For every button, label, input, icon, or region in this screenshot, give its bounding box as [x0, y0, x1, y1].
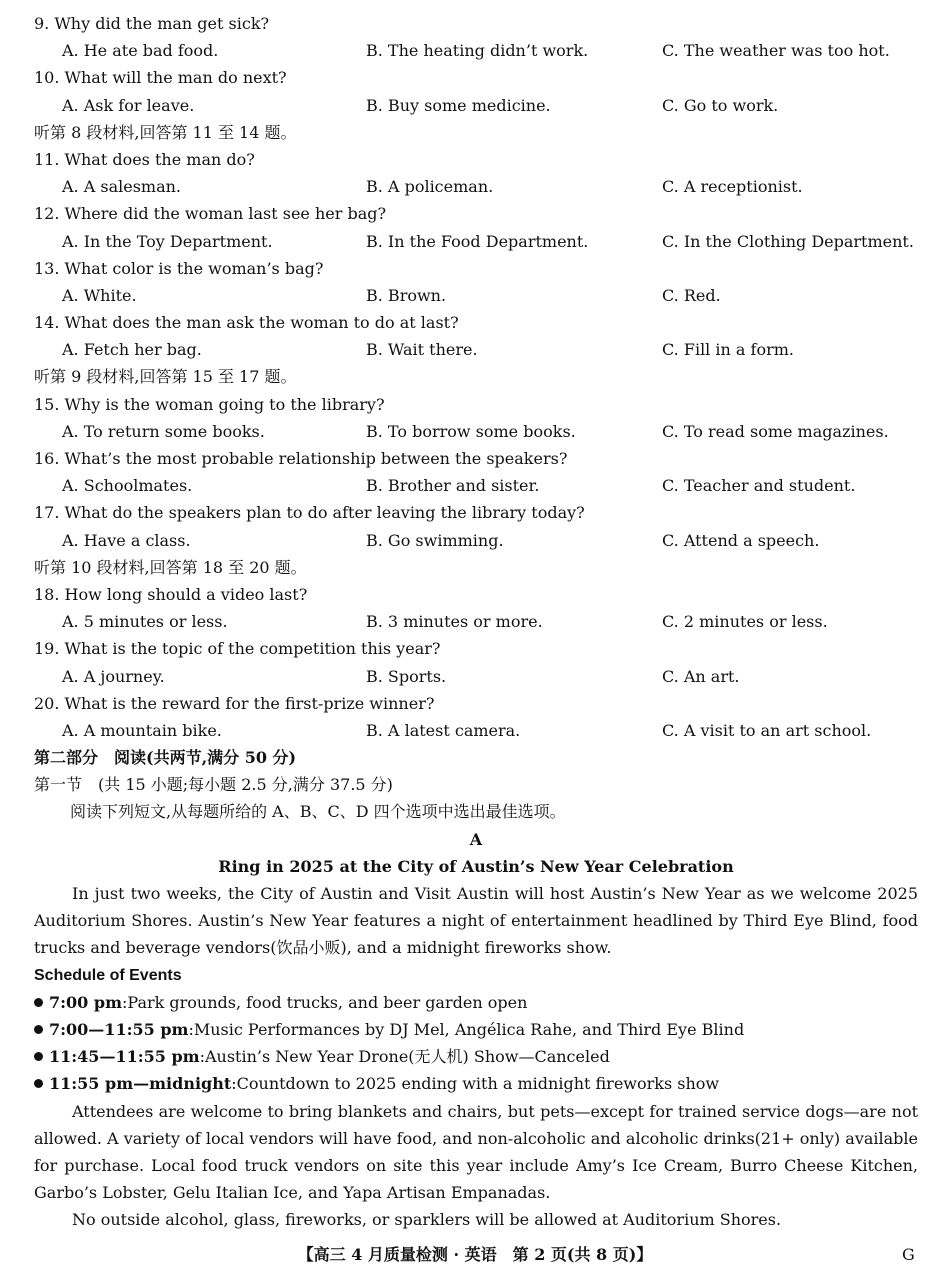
reading-instruction: 阅读下列短文,从每题所给的 A、B、C、D 四个选项中选出最佳选项。 [70, 802, 566, 822]
intro-line: Auditorium Shores. Austin’s New Year features a night of entertainment headlined by Third Eye Blind, food [34, 911, 918, 931]
schedule-time: 11:55 pm—midnight [49, 1074, 232, 1094]
passage-title: Ring in 2025 at the City of Austin’s New Year Celebration [218, 856, 734, 876]
option-a: A. Have a class. [62, 530, 191, 550]
question-14-options [34, 336, 918, 363]
question-16-options [34, 472, 918, 499]
option-a: A. White. [62, 285, 137, 305]
schedule-desc: Countdown to 2025 ending with a midnight fireworks show [236, 1074, 720, 1094]
option-a: A. Ask for leave. [62, 95, 195, 115]
paragraph-line: No outside alcohol, glass, fireworks, or sparklers will be allowed at Auditorium Shores. [72, 1210, 782, 1230]
option-c: C. A visit to an art school. [662, 720, 872, 740]
question-20-options [34, 717, 918, 744]
option-c: C. Fill in a form. [662, 340, 794, 360]
section-8-instruction: 听第 8 段材料,回答第 11 至 14 题。 [34, 122, 297, 142]
question-18-options [34, 608, 918, 635]
schedule-time: 11:45—11:55 pm [49, 1047, 200, 1067]
question-20: 20. What is the reward for the first-prize winner? [34, 693, 435, 713]
schedule-item: 7:00—11:55 pm:Music Performances by DJ Mel, Angélica Rahe, and Third Eye Blind [34, 1016, 918, 1043]
bullet-icon [34, 998, 43, 1007]
option-c: C. The weather was too hot. [662, 41, 890, 61]
question-11-options [34, 173, 918, 200]
question-9: 9. Why did the man get sick? [34, 14, 270, 33]
intro-paragraph [34, 880, 918, 962]
question-17-options [34, 527, 918, 554]
schedule-item: 11:55 pm—midnight:Countdown to 2025 ending with a midnight fireworks show [34, 1070, 918, 1097]
question-11: 11. What does the man do? [34, 149, 255, 169]
option-c: C. A receptionist. [662, 177, 803, 197]
attendees-paragraph [34, 1098, 918, 1207]
option-a: A. To return some books. [62, 421, 265, 441]
question-9-options [34, 37, 918, 64]
exam-page [34, 10, 918, 1233]
option-a: A. Fetch her bag. [62, 340, 202, 360]
option-a: A. A mountain bike. [62, 720, 222, 740]
question-13: 13. What color is the woman’s bag? [34, 258, 324, 278]
option-b: B. A latest camera. [366, 720, 521, 740]
option-b: B. Sports. [366, 666, 447, 686]
option-b: B. Brother and sister. [366, 476, 540, 496]
schedule-item: 7:00 pm:Park grounds, food trucks, and beer garden open [34, 989, 918, 1016]
question-16: 16. What’s the most probable relationship between the speakers? [34, 449, 568, 468]
paragraph-line: Attendees are welcome to bring blankets and chairs, but pets—except for trained service dogs—are not [72, 1101, 918, 1121]
schedule-desc: Music Performances by DJ Mel, Angélica Rahe, and Third Eye Blind [193, 1019, 745, 1039]
part-two-title: 第二部分 阅读(共两节,满分 50 分) [34, 748, 297, 768]
option-b: B. To borrow some books. [366, 421, 576, 441]
question-12-options [34, 228, 918, 255]
option-c: C. 2 minutes or less. [662, 612, 828, 632]
option-a: A. A salesman. [62, 177, 182, 197]
page-footer [0, 1243, 950, 1267]
option-a: A. In the Toy Department. [62, 231, 273, 251]
option-c: C. Attend a speech. [662, 530, 820, 550]
schedule-time: 7:00—11:55 pm [49, 1019, 189, 1039]
option-a: A. 5 minutes or less. [62, 612, 228, 632]
schedule-desc: Park grounds, food trucks, and beer garden open [127, 992, 528, 1012]
option-b: B. Go swimming. [366, 530, 504, 550]
intro-line: In just two weeks, the City of Austin and Visit Austin will host Austin’s New Year as we welcome 2025 [72, 884, 918, 903]
paper-code: G [902, 1245, 915, 1264]
question-10-options [34, 92, 918, 119]
option-c: C. Red. [662, 285, 721, 305]
question-18: 18. How long should a video last? [34, 584, 308, 604]
question-14: 14. What does the man ask the woman to do at last? [34, 313, 459, 333]
option-b: B. Wait there. [366, 340, 478, 360]
option-b: B. A policeman. [366, 177, 494, 197]
rules-paragraph [34, 1206, 918, 1233]
intro-line: trucks and beverage vendors(饮品小贩), and a midnight fireworks show. [34, 938, 612, 958]
option-b: B. The heating didn’t work. [366, 41, 589, 61]
paragraph-line: Garbo’s Lobster, Gelu Italian Ice, and Yapa Artisan Empanadas. [34, 1183, 551, 1203]
question-19-options [34, 663, 918, 690]
schedule-heading: Schedule of Events [34, 966, 182, 984]
question-10: 10. What will the man do next? [34, 68, 287, 88]
schedule-item: 11:45—11:55 pm:Austin’s New Year Drone(无人机) Show—Canceled [34, 1043, 918, 1070]
question-15: 15. Why is the woman going to the library? [34, 394, 385, 414]
schedule-time: 7:00 pm [49, 992, 122, 1012]
option-a: A. Schoolmates. [62, 476, 193, 496]
option-b: B. 3 minutes or more. [366, 612, 543, 632]
schedule-desc: Austin’s New Year Drone(无人机) Show—Canceled [204, 1047, 610, 1067]
section-9-instruction: 听第 9 段材料,回答第 15 至 17 题。 [34, 367, 297, 387]
option-c: C. Go to work. [662, 95, 779, 115]
option-c: C. To read some magazines. [662, 421, 889, 441]
paragraph-line: for purchase. Local food truck vendors on site this year include Amy’s Ice Cream, Burro Cheese Kitchen, [34, 1155, 918, 1175]
question-19: 19. What is the topic of the competition this year? [34, 639, 441, 659]
option-b: B. In the Food Department. [366, 231, 589, 251]
question-17: 17. What do the speakers plan to do after leaving the library today? [34, 503, 585, 523]
question-12: 12. Where did the woman last see her bag? [34, 204, 387, 224]
option-b: B. Buy some medicine. [366, 95, 551, 115]
option-a: A. A journey. [62, 666, 165, 686]
option-c: C. In the Clothing Department. [662, 231, 914, 251]
section-one-title: 第一节 (共 15 小题;每小题 2.5 分,满分 37.5 分) [34, 775, 393, 795]
paragraph-line: allowed. A variety of local vendors will have food, and non-alcoholic and alcoholic drinks(21+ only) available [34, 1128, 918, 1148]
bullet-icon [34, 1025, 43, 1034]
option-c: C. An art. [662, 666, 740, 686]
option-b: B. Brown. [366, 285, 447, 305]
question-13-options [34, 282, 918, 309]
section-10-instruction: 听第 10 段材料,回答第 18 至 20 题。 [34, 557, 307, 577]
passage-letter: A [469, 829, 483, 849]
option-a: A. He ate bad food. [62, 41, 219, 61]
bullet-icon [34, 1079, 43, 1088]
footer-text: 【高三 4 月质量检测 · 英语 第 2 页(共 8 页)】 [297, 1245, 653, 1264]
question-15-options [34, 418, 918, 445]
bullet-icon [34, 1052, 43, 1061]
option-c: C. Teacher and student. [662, 476, 856, 496]
